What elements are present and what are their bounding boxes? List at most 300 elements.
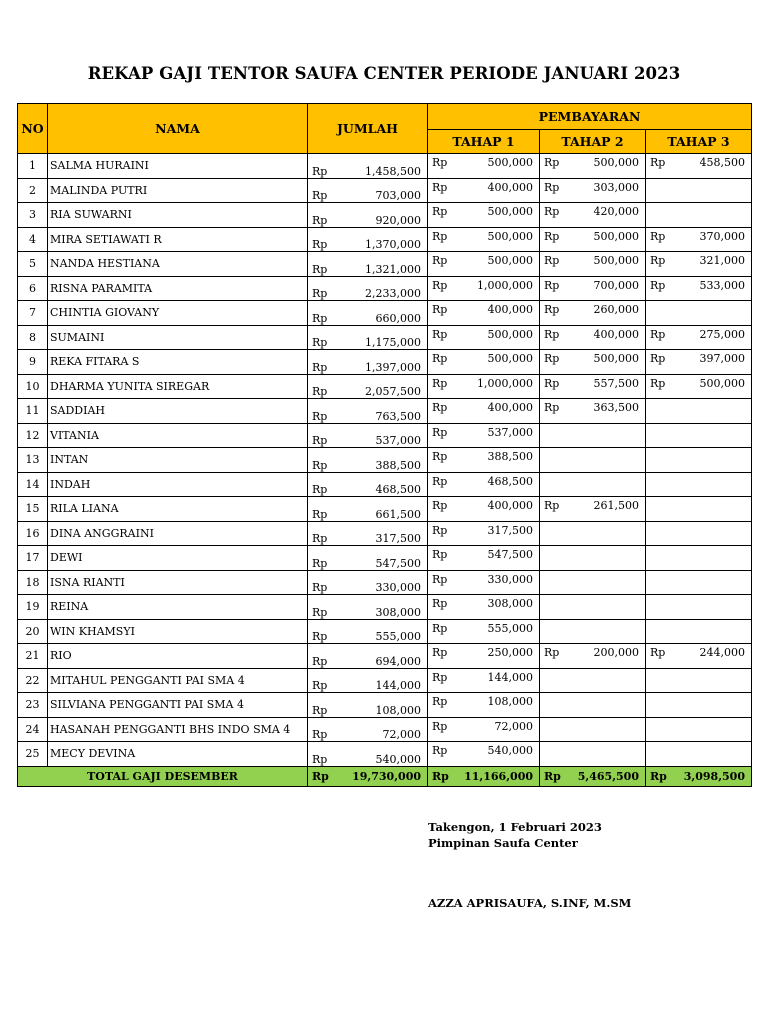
table-row [18,448,752,473]
currency-label: Rp [312,336,328,349]
row-tahap-1-value: 500,000 [487,156,533,169]
currency-label: Rp [650,156,666,169]
table-row [18,619,752,644]
row-tahap-3-value: 500,000 [699,376,745,390]
currency-label: Rp [650,646,666,659]
total-label: TOTAL GAJI DESEMBER [18,766,308,786]
row-tahap-3 [646,619,752,644]
table-row [18,325,752,350]
row-jumlah [308,570,428,595]
header-nama: NAMA [48,104,308,154]
row-tahap-2 [540,374,646,399]
currency-label: Rp [650,376,666,390]
total-tahap-1 [428,766,540,786]
signature-name: AZZA APRISAUFA, S.INF, M.SM [428,896,632,910]
currency-label: Rp [432,499,448,512]
row-tahap-2-value: 261,500 [593,499,639,512]
row-no: 7 [18,301,48,326]
currency-label: Rp [432,278,448,292]
currency-label: Rp [544,205,560,218]
row-jumlah [308,325,428,350]
row-jumlah-value: 1,458,500 [365,164,421,178]
row-tahap-2 [540,668,646,693]
row-tahap-2-value: 700,000 [593,278,639,292]
row-tahap-2-value: 500,000 [593,254,639,267]
currency-label: Rp [650,352,666,365]
currency-label: Rp [432,769,449,783]
row-tahap-1 [428,399,540,424]
table-row [18,497,752,522]
table-row [18,742,752,767]
row-jumlah-value: 547,500 [375,556,421,570]
row-tahap-3 [646,644,752,669]
row-tahap-2-value: 500,000 [593,352,639,365]
currency-label: Rp [544,254,560,267]
row-tahap-1 [428,203,540,228]
row-tahap-1 [428,252,540,277]
row-jumlah-value: 555,000 [375,630,421,643]
row-tahap-2-value: 500,000 [593,156,639,169]
currency-label: Rp [312,728,328,741]
currency-label: Rp [650,229,666,243]
row-tahap-1 [428,301,540,326]
currency-label: Rp [432,597,448,610]
row-tahap-3-value: 533,000 [699,278,745,292]
row-tahap-1-value: 388,500 [487,450,533,463]
signature-role: Pimpinan Saufa Center [428,836,578,850]
row-nama: WIN KHAMSYI [48,619,308,644]
currency-label: Rp [650,254,666,267]
row-tahap-3 [646,497,752,522]
row-tahap-2 [540,717,646,742]
header-pembayaran: PEMBAYARAN [428,104,752,130]
salary-table [17,103,752,787]
row-jumlah [308,742,428,767]
row-tahap-1-value: 1,000,000 [477,376,533,390]
row-tahap-3 [646,227,752,252]
total-tahap-1-value: 11,166,000 [464,769,533,783]
row-nama: DHARMA YUNITA SIREGAR [48,374,308,399]
currency-label: Rp [432,548,448,561]
currency-label: Rp [432,327,448,341]
row-tahap-3 [646,301,752,326]
row-tahap-3 [646,570,752,595]
row-jumlah-value: 108,000 [375,703,421,717]
row-tahap-3 [646,742,752,767]
row-tahap-3 [646,693,752,718]
total-tahap-2 [540,766,646,786]
row-tahap-1 [428,178,540,203]
row-tahap-1 [428,644,540,669]
row-tahap-1 [428,570,540,595]
row-no: 19 [18,595,48,620]
row-no: 21 [18,644,48,669]
row-jumlah [308,423,428,448]
row-nama: DINA ANGGRAINI [48,521,308,546]
row-tahap-1-value: 72,000 [494,719,533,733]
row-nama: SADDIAH [48,399,308,424]
row-tahap-3 [646,325,752,350]
table-row [18,203,752,228]
currency-label: Rp [544,229,560,243]
row-tahap-3 [646,374,752,399]
currency-label: Rp [544,303,560,316]
currency-label: Rp [312,409,328,423]
row-jumlah [308,178,428,203]
row-tahap-2-value: 303,000 [593,180,639,194]
currency-label: Rp [432,376,448,390]
row-nama: SUMAINI [48,325,308,350]
row-jumlah [308,448,428,473]
row-tahap-1-value: 250,000 [487,646,533,659]
currency-label: Rp [312,654,328,668]
currency-label: Rp [312,287,328,300]
currency-label: Rp [312,703,328,717]
row-jumlah-value: 2,057,500 [365,385,421,398]
table-row [18,399,752,424]
row-tahap-2-value: 420,000 [593,205,639,218]
row-tahap-3-value: 397,000 [699,352,745,365]
currency-label: Rp [432,401,448,414]
row-tahap-1-value: 400,000 [487,401,533,414]
row-no: 23 [18,693,48,718]
row-jumlah-value: 468,500 [375,483,421,496]
row-nama: REINA [48,595,308,620]
row-nama: SILVIANA PENGGANTI PAI SMA 4 [48,693,308,718]
row-jumlah [308,546,428,571]
table-row [18,154,752,179]
row-jumlah [308,521,428,546]
table-row [18,374,752,399]
row-tahap-2 [540,546,646,571]
row-no: 9 [18,350,48,375]
header-no: NO [18,104,48,154]
row-tahap-1 [428,521,540,546]
row-jumlah [308,619,428,644]
row-tahap-3-value: 275,000 [699,327,745,341]
currency-label: Rp [432,254,448,267]
row-tahap-1-value: 1,000,000 [477,278,533,292]
row-tahap-1-value: 400,000 [487,499,533,512]
currency-label: Rp [432,719,448,733]
row-tahap-2 [540,423,646,448]
row-tahap-3 [646,472,752,497]
row-nama: SALMA HURAINI [48,154,308,179]
row-nama: RISNA PARAMITA [48,276,308,301]
header-tahap-3: TAHAP 3 [646,130,752,154]
row-jumlah-value: 660,000 [375,311,421,325]
table-row [18,472,752,497]
currency-label: Rp [544,352,560,365]
row-jumlah [308,497,428,522]
row-jumlah [308,399,428,424]
row-no: 15 [18,497,48,522]
row-no: 22 [18,668,48,693]
row-nama: VITANIA [48,423,308,448]
row-no: 16 [18,521,48,546]
row-tahap-2 [540,350,646,375]
row-tahap-1 [428,423,540,448]
row-tahap-3 [646,276,752,301]
currency-label: Rp [650,327,666,341]
row-tahap-3-value: 244,000 [699,646,745,659]
row-tahap-1-value: 400,000 [487,303,533,316]
row-nama: MITAHUL PENGGANTI PAI SMA 4 [48,668,308,693]
row-tahap-3 [646,423,752,448]
row-tahap-2-value: 260,000 [593,303,639,316]
row-tahap-1 [428,227,540,252]
row-tahap-1-value: 547,500 [487,548,533,561]
currency-label: Rp [312,483,328,496]
row-nama: MECY DEVINA [48,742,308,767]
row-nama: ISNA RIANTI [48,570,308,595]
row-tahap-1 [428,374,540,399]
currency-label: Rp [312,532,328,545]
currency-label: Rp [432,205,448,218]
table-row [18,693,752,718]
row-jumlah [308,301,428,326]
row-tahap-1-value: 500,000 [487,352,533,365]
row-tahap-1 [428,350,540,375]
row-nama: CHINTIA GIOVANY [48,301,308,326]
row-tahap-3-value: 321,000 [699,254,745,267]
row-tahap-3-value: 370,000 [699,229,745,243]
currency-label: Rp [312,262,328,276]
total-tahap-3 [646,766,752,786]
currency-label: Rp [432,523,448,537]
currency-label: Rp [312,752,328,766]
currency-label: Rp [432,352,448,365]
table-row [18,350,752,375]
row-jumlah-value: 330,000 [375,581,421,594]
row-tahap-1 [428,546,540,571]
row-tahap-3-value: 458,500 [699,156,745,169]
row-jumlah [308,154,428,179]
row-tahap-3 [646,178,752,203]
table-row [18,252,752,277]
currency-label: Rp [312,385,328,398]
currency-label: Rp [544,376,560,390]
row-no: 13 [18,448,48,473]
currency-label: Rp [312,507,328,521]
row-tahap-2-value: 400,000 [593,327,639,341]
table-row [18,423,752,448]
row-no: 17 [18,546,48,571]
row-tahap-1-value: 144,000 [487,670,533,684]
currency-label: Rp [544,156,560,169]
row-tahap-1-value: 468,500 [487,474,533,488]
currency-label: Rp [544,646,560,659]
row-jumlah-value: 1,175,000 [365,336,421,349]
currency-label: Rp [312,434,328,447]
row-jumlah [308,203,428,228]
row-jumlah [308,644,428,669]
row-tahap-1-value: 540,000 [487,744,533,757]
row-jumlah [308,374,428,399]
row-tahap-2 [540,693,646,718]
currency-label: Rp [432,646,448,659]
row-tahap-2 [540,227,646,252]
row-tahap-3 [646,252,752,277]
currency-label: Rp [312,213,328,227]
row-tahap-1 [428,154,540,179]
row-jumlah-value: 540,000 [375,752,421,766]
row-tahap-3 [646,668,752,693]
row-jumlah-value: 308,000 [375,605,421,619]
table-row [18,668,752,693]
row-nama: NANDA HESTIANA [48,252,308,277]
currency-label: Rp [432,670,448,684]
row-tahap-3 [646,521,752,546]
row-tahap-3 [646,399,752,424]
row-tahap-1-value: 108,000 [487,695,533,708]
row-tahap-1-value: 317,500 [487,523,533,537]
row-jumlah [308,227,428,252]
row-no: 6 [18,276,48,301]
row-jumlah-value: 388,500 [375,458,421,472]
table-row [18,276,752,301]
row-jumlah [308,252,428,277]
row-jumlah-value: 72,000 [382,728,421,741]
row-tahap-1-value: 500,000 [487,229,533,243]
table-row [18,570,752,595]
row-no: 14 [18,472,48,497]
row-tahap-2 [540,742,646,767]
row-no: 10 [18,374,48,399]
row-tahap-2-value: 500,000 [593,229,639,243]
row-tahap-3 [646,448,752,473]
row-jumlah-value: 2,233,000 [365,287,421,300]
row-jumlah-value: 1,370,000 [365,238,421,251]
row-tahap-1 [428,448,540,473]
row-tahap-1-value: 308,000 [487,597,533,610]
row-tahap-1-value: 537,000 [487,425,533,439]
row-tahap-1 [428,325,540,350]
currency-label: Rp [312,581,328,594]
row-jumlah-value: 661,500 [375,507,421,521]
row-jumlah-value: 144,000 [375,679,421,692]
row-tahap-1-value: 500,000 [487,254,533,267]
row-jumlah-value: 703,000 [375,189,421,202]
row-no: 2 [18,178,48,203]
table-row [18,178,752,203]
row-tahap-1 [428,717,540,742]
row-nama: MALINDA PUTRI [48,178,308,203]
table-row [18,301,752,326]
currency-label: Rp [312,605,328,619]
row-tahap-2 [540,595,646,620]
row-no: 1 [18,154,48,179]
row-tahap-2 [540,276,646,301]
row-no: 18 [18,570,48,595]
row-tahap-2-value: 200,000 [593,646,639,659]
row-no: 4 [18,227,48,252]
currency-label: Rp [544,327,560,341]
row-tahap-2 [540,399,646,424]
currency-label: Rp [432,303,448,316]
row-jumlah-value: 1,321,000 [365,262,421,276]
row-tahap-3 [646,203,752,228]
table-row [18,717,752,742]
table-row [18,644,752,669]
row-no: 11 [18,399,48,424]
row-tahap-3 [646,595,752,620]
row-jumlah-value: 920,000 [375,213,421,227]
total-tahap-3-value: 3,098,500 [683,769,745,783]
currency-label: Rp [544,401,560,414]
page-title: REKAP GAJI TENTOR SAUFA CENTER PERIODE JANUARI 2023 [87,64,681,83]
table-row [18,546,752,571]
row-no: 24 [18,717,48,742]
table-row [18,521,752,546]
currency-label: Rp [544,769,561,783]
row-jumlah-value: 1,397,000 [365,360,421,374]
currency-label: Rp [312,769,329,783]
currency-label: Rp [312,556,328,570]
row-tahap-1-value: 500,000 [487,327,533,341]
currency-label: Rp [312,458,328,472]
currency-label: Rp [432,229,448,243]
row-no: 12 [18,423,48,448]
row-tahap-1 [428,668,540,693]
currency-label: Rp [312,238,328,251]
row-tahap-2 [540,203,646,228]
row-tahap-2 [540,497,646,522]
row-tahap-2 [540,325,646,350]
row-jumlah-value: 694,000 [375,654,421,668]
currency-label: Rp [432,744,448,757]
row-jumlah-value: 537,000 [375,434,421,447]
currency-label: Rp [312,189,328,202]
row-tahap-1-value: 555,000 [487,621,533,635]
row-tahap-2-value: 557,500 [593,376,639,390]
currency-label: Rp [432,156,448,169]
row-tahap-3 [646,350,752,375]
currency-label: Rp [432,450,448,463]
row-tahap-3 [646,717,752,742]
row-tahap-1 [428,497,540,522]
row-jumlah [308,668,428,693]
row-jumlah-value: 763,500 [375,409,421,423]
row-tahap-2 [540,619,646,644]
table-body [18,154,752,767]
row-tahap-1 [428,693,540,718]
row-tahap-1 [428,619,540,644]
row-tahap-2 [540,252,646,277]
currency-label: Rp [650,769,667,783]
row-jumlah-value: 317,500 [375,532,421,545]
row-nama: RIO [48,644,308,669]
row-nama: MIRA SETIAWATI R [48,227,308,252]
row-tahap-2 [540,521,646,546]
row-jumlah [308,350,428,375]
row-tahap-2 [540,448,646,473]
row-tahap-2 [540,472,646,497]
row-nama: REKA FITARA S [48,350,308,375]
currency-label: Rp [432,695,448,708]
currency-label: Rp [312,360,328,374]
currency-label: Rp [432,621,448,635]
row-tahap-2-value: 363,500 [593,401,639,414]
row-tahap-1-value: 330,000 [487,572,533,586]
row-tahap-2 [540,570,646,595]
currency-label: Rp [650,278,666,292]
row-tahap-3 [646,154,752,179]
row-no: 25 [18,742,48,767]
row-tahap-2 [540,154,646,179]
row-nama: DEWI [48,546,308,571]
row-tahap-1 [428,276,540,301]
